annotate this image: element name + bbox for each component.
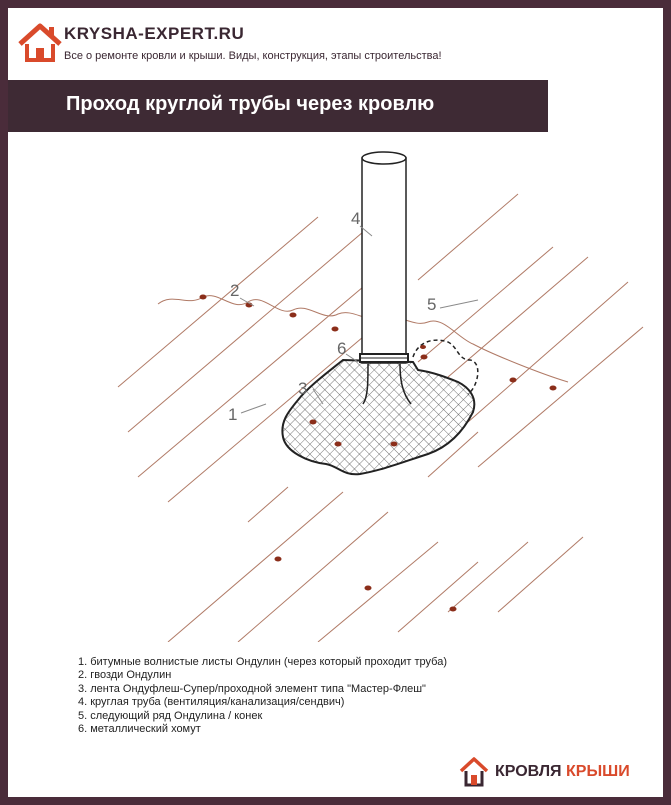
brand-word-1: КРОВЛЯ (495, 763, 562, 780)
callout-4: 4 (351, 209, 361, 228)
footer-house-icon (459, 755, 489, 787)
callout-1: 1 (228, 405, 238, 424)
callout-5: 5 (427, 295, 437, 314)
site-name[interactable]: KRYSHA-EXPERT.RU (64, 24, 245, 43)
house-logo-icon (16, 18, 64, 66)
flashing-patch (282, 360, 474, 474)
callout-6: 6 (337, 339, 347, 358)
page-title: Проход круглой трубы через кровлю (66, 93, 435, 115)
roof-pipe-diagram (8, 132, 663, 642)
footer-brand-text (495, 763, 630, 781)
legend (78, 656, 447, 736)
legend-item: 2. гвозди Ондулин (78, 669, 172, 682)
legend-item: 1. битумные волнистые листы Ондулин (через который проходит труба) (78, 656, 447, 668)
brand-word-2: КРЫШИ (566, 763, 630, 780)
title-bar (8, 80, 548, 132)
legend-item: 3. лента Ондуфлеш-Супер/проходной элемент типа "Мастер-Флеш" (78, 682, 426, 695)
legend-item: 5. следующий ряд Ондулина / конек (78, 709, 263, 722)
page (8, 8, 663, 797)
callout-2: 2 (230, 281, 240, 300)
tagline: Все о ремонте кровли и крыши. Виды, конструкция, этапы строительства! (64, 50, 442, 62)
metal-clamp (360, 354, 408, 362)
header (8, 8, 663, 78)
legend-item: 6. металлический хомут (78, 723, 201, 736)
callout-3: 3 (298, 379, 308, 398)
legend-item: 4. круглая труба (вентиляция/канализация/сендвич) (78, 696, 345, 709)
footer-brand[interactable] (453, 751, 653, 791)
